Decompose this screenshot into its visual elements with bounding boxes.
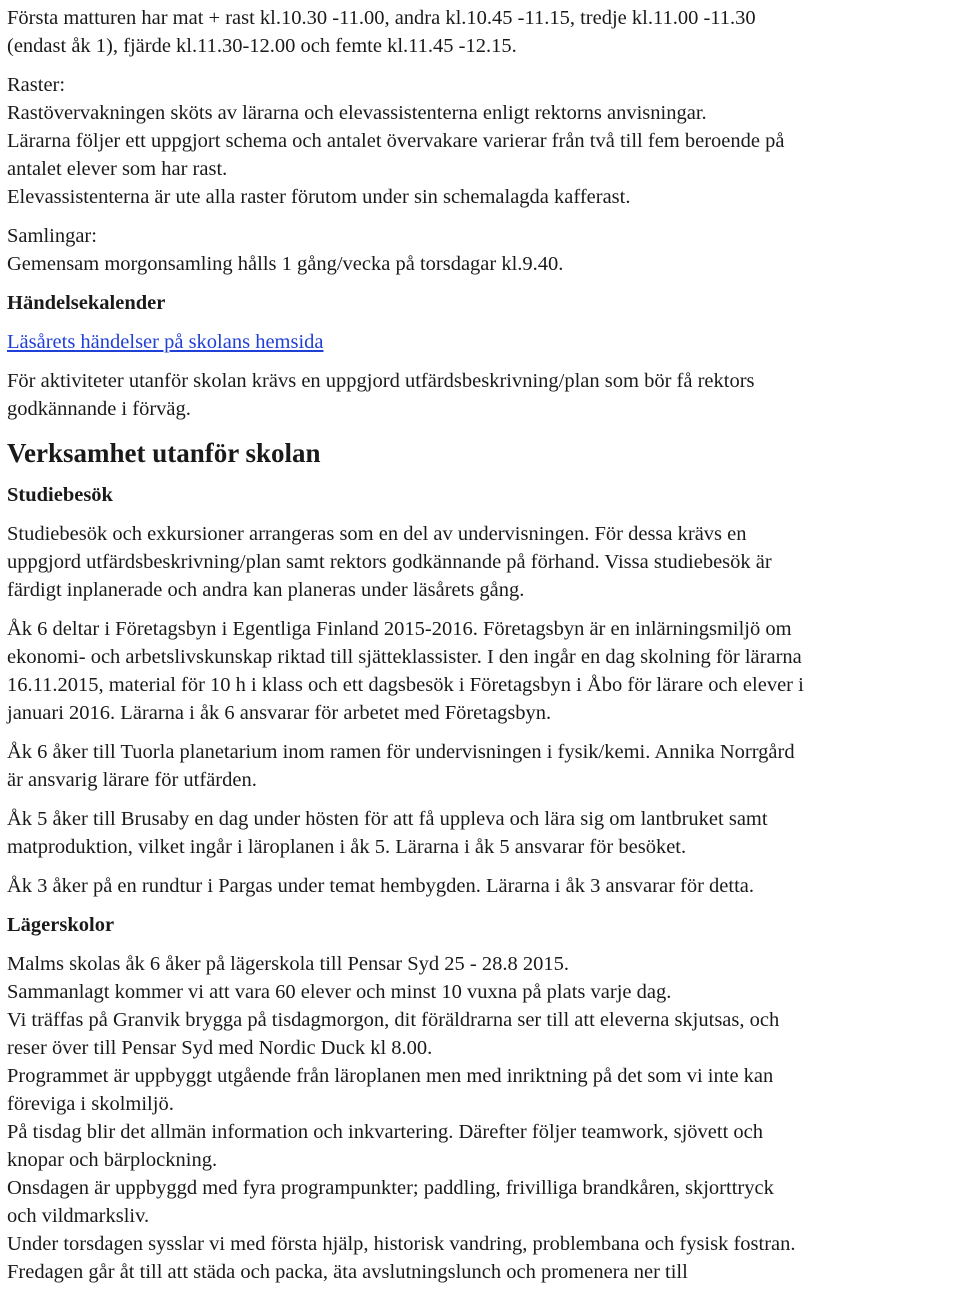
intro-paragraph: [7, 4, 957, 60]
text-line: Studiebesök och exkursioner arrangeras som en del av undervisningen. För dessa krävs en: [7, 523, 747, 545]
text-line: Onsdagen är uppbyggd med fyra programpunkter; paddling, frivilliga brandkåren, skjorttryck: [7, 1177, 774, 1199]
text-line: Åk 6 deltar i Företagsbyn i Egentliga Finland 2015-2016. Företagsbyn är en inlärningsmiljö om: [7, 618, 792, 640]
text-line: Rastövervakningen sköts av lärarna och elevassistenterna enligt rektorns anvisningar.: [7, 102, 707, 124]
raster-section: [7, 71, 957, 211]
text-line: Sammanlagt kommer vi att vara 60 elever och minst 10 vuxna på plats varje dag.: [7, 981, 672, 1003]
studiebesok-heading: Studiebesök: [7, 484, 113, 506]
text-line: matproduktion, vilket ingår i läroplanen i åk 5. Lärarna i åk 5 ansvarar för besöket.: [7, 836, 687, 858]
studiebesok-paragraph-5: [7, 872, 957, 900]
text-line: är ansvarig lärare för utfärden.: [7, 769, 257, 791]
lagerskolor-section: [7, 911, 957, 1286]
text-line: knopar och bärplockning.: [7, 1149, 218, 1171]
text-line: och vildmarksliv.: [7, 1205, 150, 1227]
text-line: Åk 3 åker på en rundtur i Pargas under temat hembygden. Lärarna i åk 3 ansvarar för detta.: [7, 875, 755, 897]
school-website-link[interactable]: Läsårets händelser på skolans hemsida: [7, 331, 324, 353]
text-line: På tisdag blir det allmän information och inkvartering. Därefter följer teamwork, sjövett och: [7, 1121, 763, 1143]
text-line: föreviga i skolmiljö.: [7, 1093, 174, 1115]
text-line: reser över till Pensar Syd med Nordic Duck kl 8.00.: [7, 1037, 433, 1059]
text-line: godkännande i förväg.: [7, 398, 191, 420]
lagerskolor-heading: Lägerskolor: [7, 914, 115, 936]
text-line: Fredagen går åt till att städa och packa, äta avslutningslunch och promenera ner till: [7, 1261, 688, 1283]
text-line: 16.11.2015, material för 10 h i klass och ett dagsbesök i Företagsbyn i Åbo för lärare och elever i: [7, 674, 804, 696]
raster-label: Raster:: [7, 74, 66, 96]
text-line: Vi träffas på Granvik brygga på tisdagmorgon, dit föräldrarna ser till att eleverna skjutsas, och: [7, 1009, 780, 1031]
studiebesok-section: [7, 481, 957, 900]
text-line: Under torsdagen sysslar vi med första hjälp, historisk vandring, problembana och fysisk fostran.: [7, 1233, 796, 1255]
samlingar-label: Samlingar:: [7, 225, 97, 247]
lagerskolor-paragraph: [7, 950, 957, 1286]
text-line: Åk 5 åker till Brusaby en dag under hösten för att få uppleva och lära sig om lantbruket samt: [7, 808, 768, 830]
text-line: uppgjord utfärdsbeskrivning/plan samt rektors godkännande på förhand. Vissa studiebesök är: [7, 551, 772, 573]
text-line: Programmet är uppbyggt utgående från läroplanen men med inriktning på det som vi inte kan: [7, 1065, 774, 1087]
handelsekalender-heading: Händelsekalender: [7, 292, 166, 314]
verksamhet-heading: Verksamhet utanför skolan: [7, 438, 321, 468]
text-line: Gemensam morgonsamling hålls 1 gång/vecka på torsdagar kl.9.40.: [7, 253, 564, 275]
text-line: Malms skolas åk 6 åker på lägerskola till Pensar Syd 25 - 28.8 2015.: [7, 953, 569, 975]
document-page: [7, 0, 957, 1286]
text-line: ekonomi- och arbetslivskunskap riktad till sjätteklassister. I den ingår en dag skolning för lärarna: [7, 646, 802, 668]
handelsekalender-paragraph: [7, 367, 957, 423]
text-line: Lärarna följer ett uppgjort schema och antalet övervakare varierar från två till fem beroende på: [7, 130, 785, 152]
text-line: (endast åk 1), fjärde kl.11.30-12.00 och femte kl.11.45 -12.15.: [7, 35, 517, 57]
text-line: januari 2016. Lärarna i åk 6 ansvarar för arbetet med Företagsbyn.: [7, 702, 552, 724]
text-line: Åk 6 åker till Tuorla planetarium inom ramen för undervisningen i fysik/kemi. Annika Norrgård: [7, 741, 795, 763]
studiebesok-paragraph-3: [7, 738, 957, 794]
text-line: Elevassistenterna är ute alla raster förutom under sin schemalagda kafferast.: [7, 186, 631, 208]
handelsekalender-section: [7, 289, 957, 423]
samlingar-section: [7, 222, 957, 278]
studiebesok-paragraph-4: [7, 805, 957, 861]
text-line: antalet elever som har rast.: [7, 158, 228, 180]
text-line: För aktiviteter utanför skolan krävs en uppgjord utfärdsbeskrivning/plan som bör få rektors: [7, 370, 755, 392]
text-line: färdigt inplanerade och andra kan planeras under läsårets gång.: [7, 579, 525, 601]
studiebesok-paragraph-1: [7, 520, 957, 604]
studiebesok-paragraph-2: [7, 615, 957, 727]
text-line: Första matturen har mat + rast kl.10.30 -11.00, andra kl.10.45 -11.15, tredje kl.11.00 -11.30: [7, 7, 756, 29]
